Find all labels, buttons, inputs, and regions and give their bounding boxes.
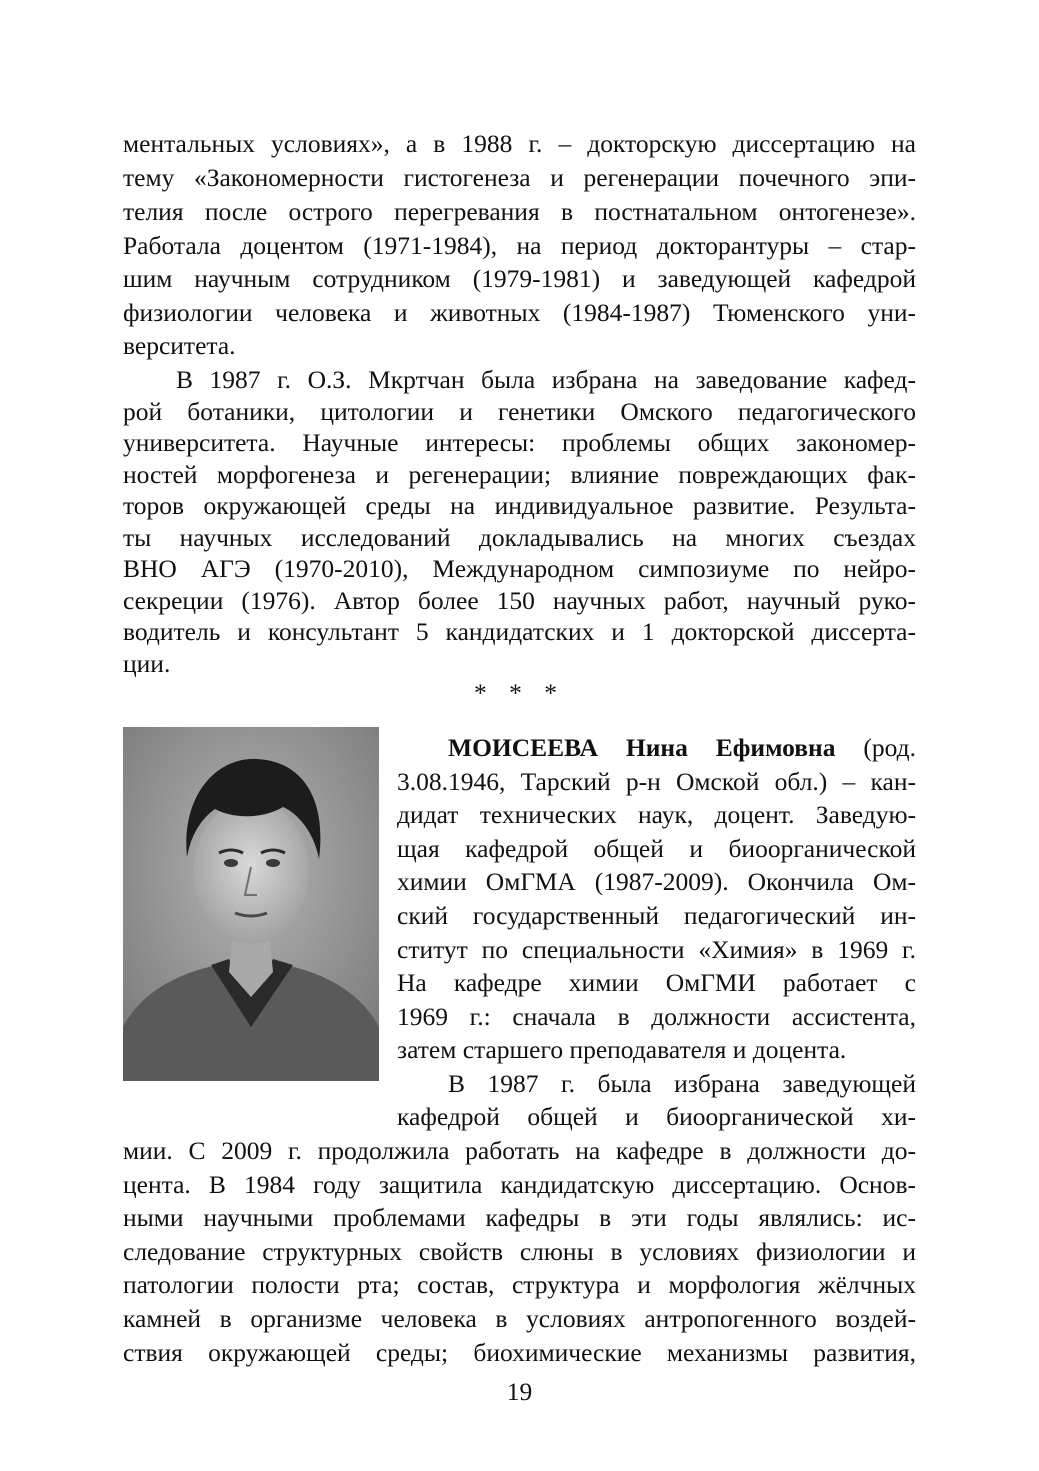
text-line: тему «Закономерности гистогенеза и регенерации почечного эпи- bbox=[123, 163, 916, 192]
bio-heading-line bbox=[448, 731, 916, 765]
text-line: верситета. bbox=[123, 331, 236, 360]
text-line: ститут по специальности «Химия» в 1969 г. bbox=[397, 935, 916, 964]
bio-heading-rest: (род. bbox=[835, 733, 916, 762]
text-line: университета. Научные интересы: проблемы общих закономер- bbox=[123, 428, 916, 457]
text-line: следование структурных свойств слюны в условиях физиологии и bbox=[123, 1237, 916, 1266]
text-line: ты научных исследований докладывались на многих съездах bbox=[123, 522, 916, 552]
text-line: ностей морфогенеза и регенерации; влияние повреждающих фак- bbox=[123, 459, 916, 489]
person-name: МОИСЕЕВА Нина Ефимовна bbox=[448, 733, 836, 762]
text-line: кафедрой общей и биоорганической хи- bbox=[397, 1102, 916, 1131]
text-line: Работала доцентом (1971-1984), на период докторантуры – стар- bbox=[123, 231, 916, 260]
text-line: дидат технических наук, доцент. Заведую- bbox=[397, 800, 916, 829]
text-line: На кафедре химии ОмГМИ работает с bbox=[397, 968, 916, 997]
text-line: секреции (1976). Автор более 150 научных работ, научный руко- bbox=[123, 585, 916, 615]
text-line: камней в организме человека в условиях антропогенного воздей- bbox=[123, 1304, 916, 1333]
text-line: ствия окружающей среды; биохимические механизмы развития, bbox=[123, 1338, 916, 1367]
text-line: ными научными проблемами кафедры в эти годы являлись: ис- bbox=[123, 1203, 916, 1232]
portrait-photo bbox=[123, 727, 379, 1081]
page-number: 19 bbox=[506, 1377, 533, 1406]
text-line: мии. С 2009 г. продолжила работать на кафедре в должности до- bbox=[123, 1136, 916, 1165]
text-line: патологии полости рта; состав, структура и морфология жёлчных bbox=[123, 1270, 916, 1299]
text-line: ВНО АГЭ (1970-2010), Международном симпозиуме по нейро- bbox=[123, 554, 916, 583]
text-line: 3.08.1946, Тарский р-н Омской обл.) – кан- bbox=[397, 767, 916, 796]
text-line: цента. В 1984 году защитила кандидатскую диссертацию. Основ- bbox=[123, 1170, 916, 1199]
text-line: В 1987 г. была избрана заведующей bbox=[448, 1069, 916, 1098]
text-line: водитель и консультант 5 кандидатских и 1 докторской диссерта- bbox=[123, 617, 916, 646]
text-line: ментальных условиях», а в 1988 г. – докторскую диссертацию на bbox=[123, 129, 916, 158]
text-line: ции. bbox=[123, 648, 171, 678]
text-line: физиологии человека и животных (1984-1987) Тюменского уни- bbox=[123, 298, 916, 327]
text-line: телия после острого перегревания в постнатальном онтогенезе». bbox=[123, 197, 916, 226]
text-line: торов окружающей среды на индивидуальное развитие. Результа- bbox=[123, 491, 916, 520]
text-line: В 1987 г. О.З. Мкртчан была избрана на заведование кафед- bbox=[176, 365, 916, 394]
text-line: ский государственный педагогический ин- bbox=[397, 901, 916, 930]
text-line: шим научным сотрудником (1979-1981) и заведующей кафедрой bbox=[123, 264, 916, 293]
section-separator: * * * bbox=[474, 678, 565, 707]
text-line: затем старшего преподавателя и доцента. bbox=[397, 1035, 847, 1064]
text-line: химии ОмГМА (1987-2009). Окончила Ом- bbox=[397, 867, 916, 896]
text-line: рой ботаники, цитологии и генетики Омского педагогического bbox=[123, 396, 916, 426]
text-line: щая кафедрой общей и биоорганической bbox=[397, 834, 916, 863]
text-line: 1969 г.: сначала в должности ассистента, bbox=[397, 1002, 916, 1031]
